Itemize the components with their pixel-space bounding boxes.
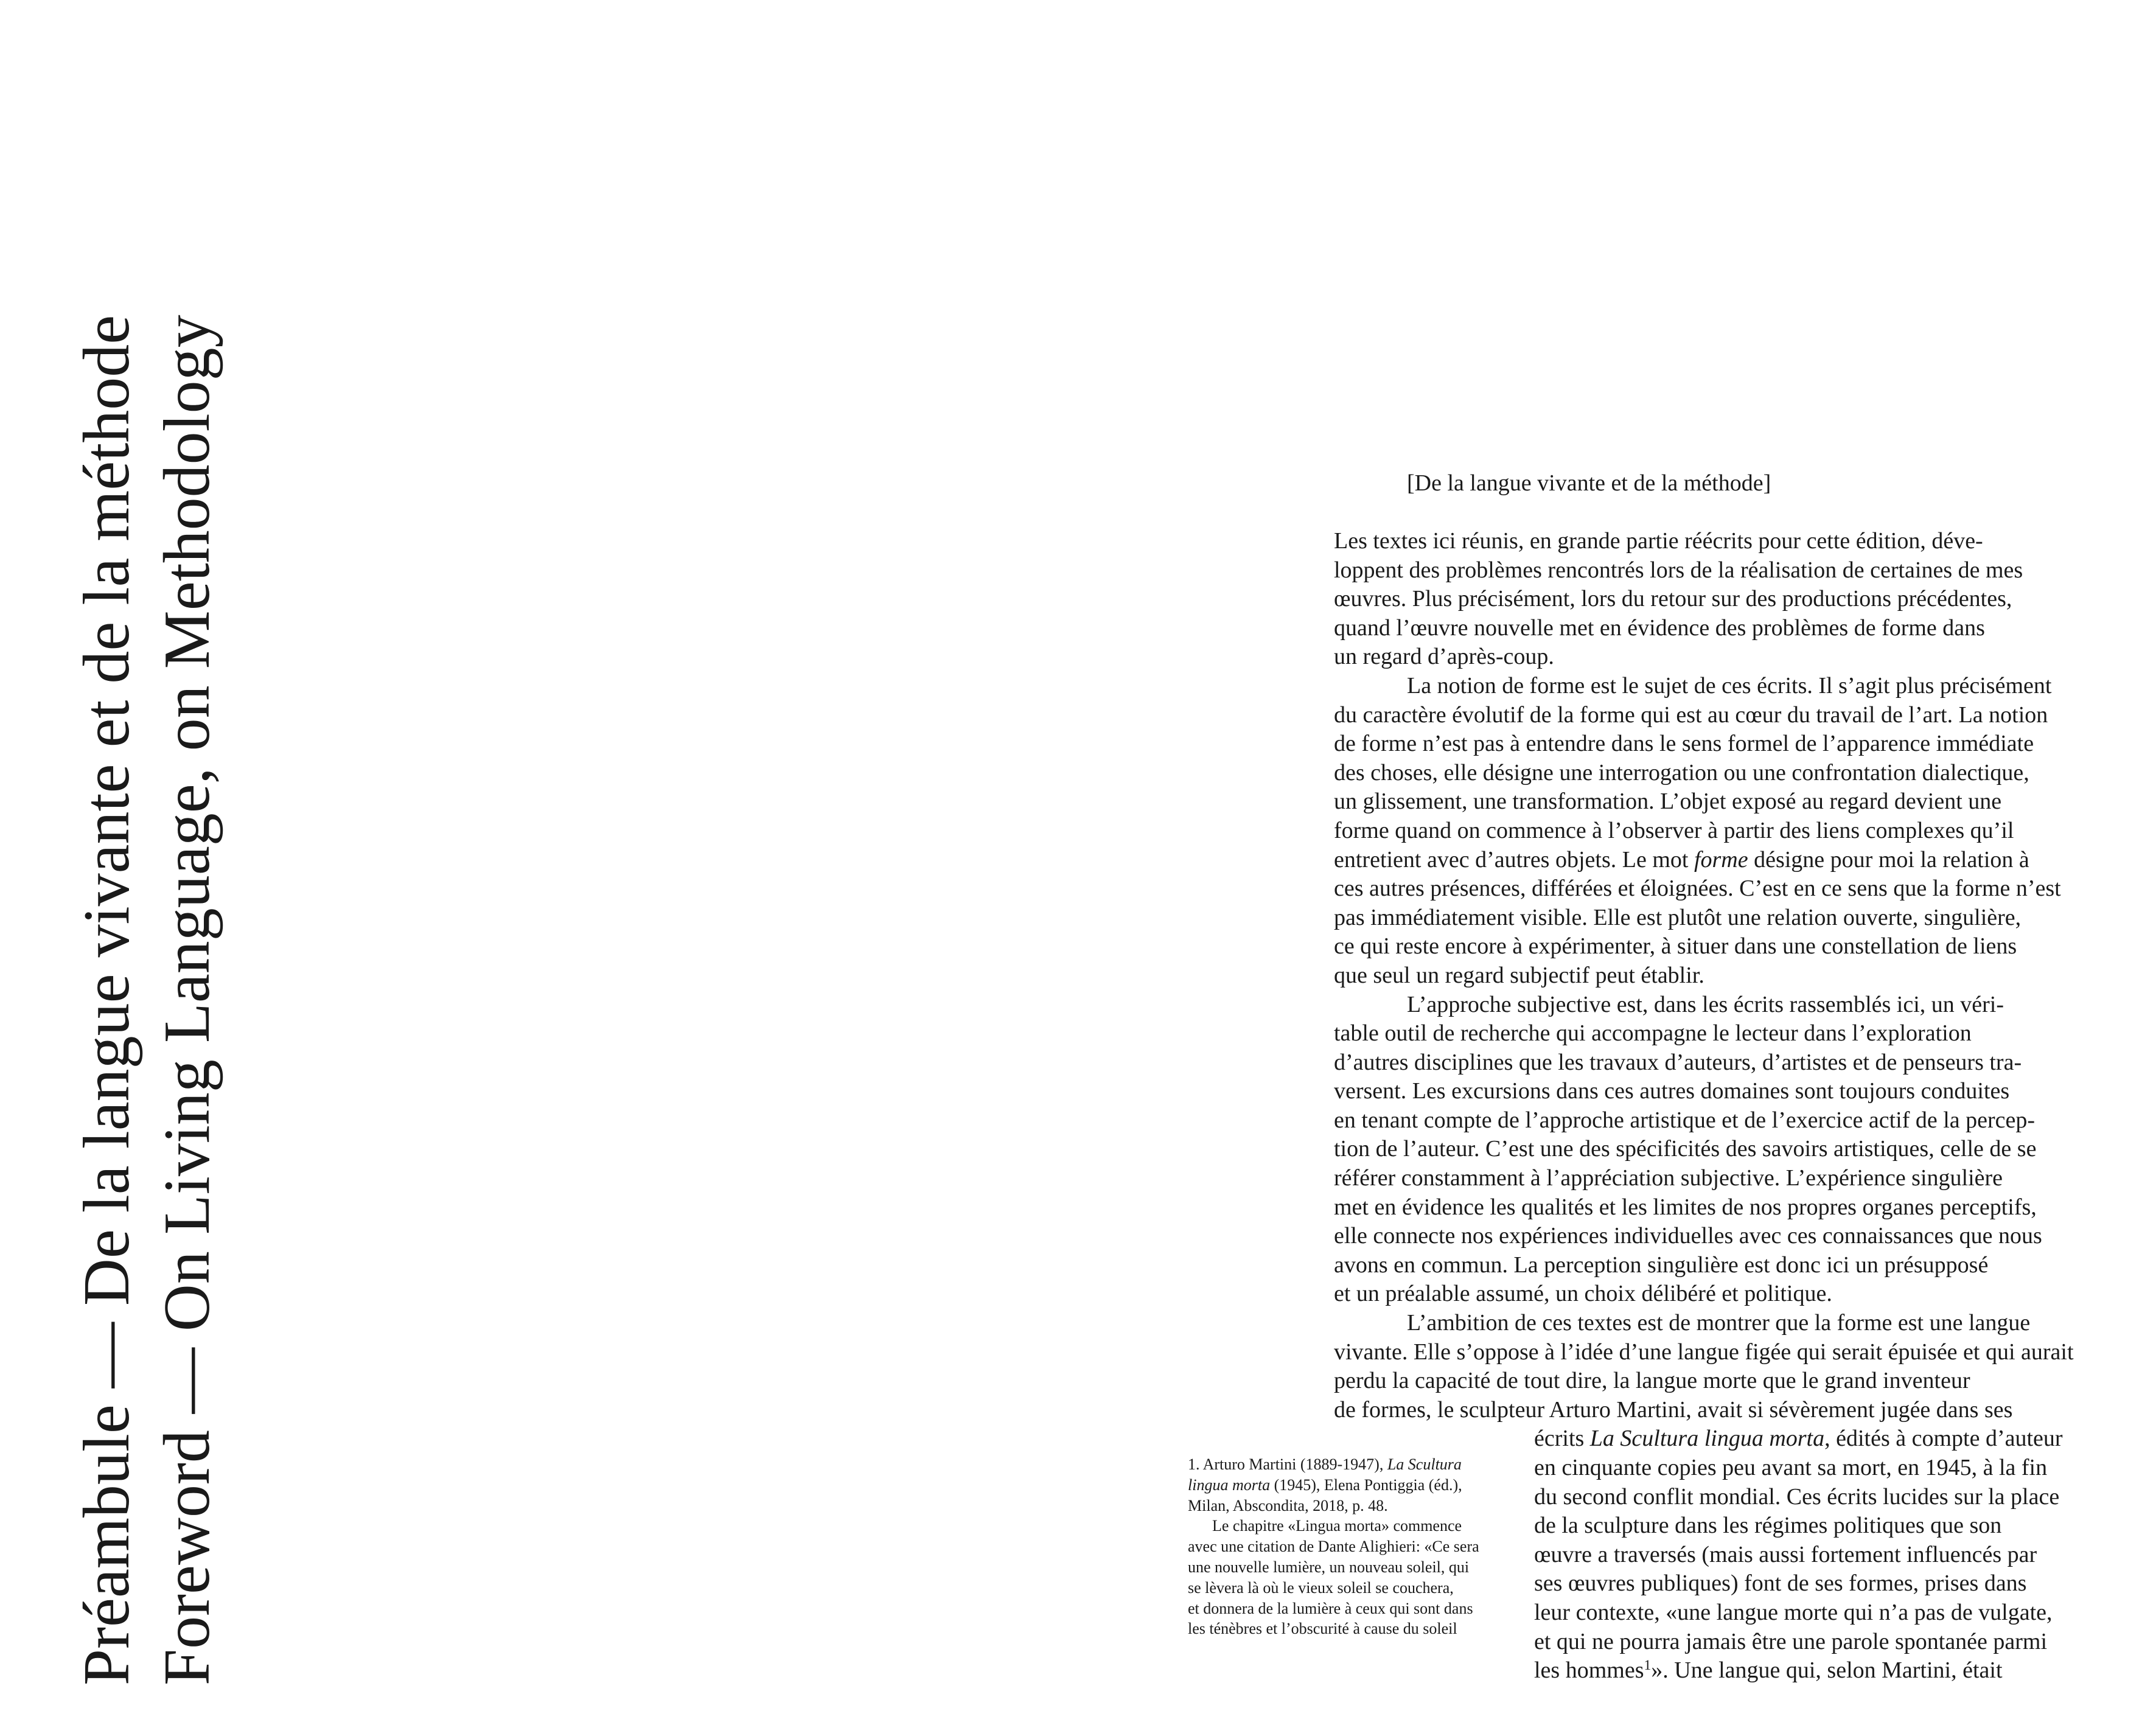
text-line: un regard d’après-coup. bbox=[1334, 644, 1554, 670]
text-line: perdu la capacité de tout dire, la langue morte que le grand inventeur bbox=[1334, 1368, 1970, 1394]
footnote-line bbox=[1188, 1454, 1529, 1475]
text-line: leur contexte, «une langue morte qui n’a pas de vulgate, bbox=[1534, 1599, 2053, 1625]
italic-title: lingua morta bbox=[1188, 1476, 1271, 1494]
text-line: La notion de forme est le sujet de ces écrits. Il s’agit plus précisément bbox=[1407, 672, 2052, 699]
paragraph-2 bbox=[1334, 672, 2143, 991]
text-line: forme quand on commence à l’observer à partir des liens complexes qu’il bbox=[1334, 817, 2014, 843]
text-line: de formes, le sculpteur Arturo Martini, avait si sévèrement jugée dans ses bbox=[1334, 1396, 2013, 1423]
footnote-line bbox=[1188, 1475, 1529, 1496]
italic-term: forme bbox=[1694, 846, 1748, 873]
text-line: quand l’œuvre nouvelle met en évidence des problèmes de forme dans bbox=[1334, 615, 1985, 641]
text-line: que seul un regard subjectif peut établir. bbox=[1334, 962, 1704, 988]
text-line: Les textes ici réunis, en grande partie réécrits pour cette édition, déve- bbox=[1334, 528, 1983, 554]
text-line: versent. Les excursions dans ces autres domaines sont toujours conduites bbox=[1334, 1078, 2010, 1104]
text-line bbox=[1334, 1657, 2003, 1683]
section-heading: [De la langue vivante et de la méthode] bbox=[1407, 470, 1771, 496]
text-segment: (1945), Elena Pontiggia (éd.), bbox=[1270, 1476, 1462, 1494]
text-line: du second conflit mondial. Ces écrits lucides sur la place bbox=[1534, 1483, 2060, 1510]
italic-title: La Scultura bbox=[1387, 1455, 1462, 1473]
text-line: elle connecte nos expériences individuelles avec ces connaissances que nous bbox=[1334, 1223, 2042, 1249]
text-segment: écrits bbox=[1534, 1426, 1590, 1452]
text-segment: entretient avec d’autres objets. Le mot bbox=[1334, 846, 1694, 873]
footnote-line: se lèvera là où le vieux soleil se couchera, bbox=[1188, 1578, 1454, 1597]
paragraph-1 bbox=[1334, 527, 2143, 672]
text-line: vivante. Elle s’oppose à l’idée d’une langue figée qui serait épuisée et qui aurait bbox=[1334, 1339, 2074, 1365]
text-line: pas immédiatement visible. Elle est plutôt une relation ouverte, singulière, bbox=[1334, 904, 2022, 930]
footnote bbox=[1188, 1454, 1529, 1639]
text-line: ce qui reste encore à expérimenter, à situer dans une constellation de liens bbox=[1334, 933, 2017, 960]
text-line bbox=[1334, 1426, 2063, 1451]
text-line: L’ambition de ces textes est de montrer que la forme est une langue bbox=[1407, 1310, 2031, 1336]
text-segment: ». Une langue qui, selon Martini, était bbox=[1651, 1657, 2003, 1684]
footnote-line: une nouvelle lumière, un nouveau soleil, qui bbox=[1188, 1558, 1470, 1576]
text-segment: , édités à compte d’auteur bbox=[1824, 1426, 2063, 1452]
footnote-line: Milan, Abscondita, 2018, p. 48. bbox=[1188, 1496, 1388, 1514]
text-segment: désigne pour moi la relation à bbox=[1748, 846, 2029, 873]
text-line: avons en commun. La perception singulière est donc ici un présupposé bbox=[1334, 1252, 1989, 1278]
footnote-line: Le chapitre «Lingua morta» commence bbox=[1212, 1517, 1462, 1535]
text-segment: les hommes bbox=[1534, 1657, 1644, 1684]
text-line: ces autres présences, différées et éloignées. C’est en ce sens que la forme n’est bbox=[1334, 876, 2061, 902]
footnote-ref[interactable]: 1 bbox=[1644, 1657, 1652, 1674]
text-line: œuvres. Plus précisément, lors du retour sur des productions précédentes, bbox=[1334, 586, 2012, 612]
text-line bbox=[1334, 847, 2029, 873]
paragraph-3 bbox=[1334, 991, 2143, 1309]
page-title bbox=[67, 176, 228, 1685]
text-line: table outil de recherche qui accompagne le lecteur dans l’exploration bbox=[1334, 1020, 1972, 1047]
footnote-line: avec une citation de Dante Alighieri: «Ce sera bbox=[1188, 1538, 1479, 1556]
text-line: tion de l’auteur. C’est une des spécificités des savoirs artistiques, celle de se bbox=[1334, 1136, 2037, 1162]
text-line: œuvre a traversés (mais aussi fortement influencés par bbox=[1534, 1541, 2037, 1567]
text-line: loppent des problèmes rencontrés lors de la réalisation de certaines de mes bbox=[1334, 557, 2023, 583]
text-line: référer constamment à l’appréciation subjective. L’expérience singulière bbox=[1334, 1165, 2003, 1191]
text-line: des choses, elle désigne une interrogation ou une confrontation dialectique, bbox=[1334, 759, 2029, 786]
title-english: Foreword — On Living Language, on Methodology bbox=[151, 315, 223, 1685]
text-line: de forme n’est pas à entendre dans le sens formel de l’apparence immédiate bbox=[1334, 731, 2034, 757]
text-line: d’autres disciplines que les travaux d’auteurs, d’artistes et de penseurs tra- bbox=[1334, 1049, 2022, 1075]
text-line: et un préalable assumé, un choix délibéré et politique. bbox=[1334, 1281, 1832, 1307]
text-line: en tenant compte de l’approche artistique et de l’exercice actif de la percep- bbox=[1334, 1107, 2036, 1133]
footnote-line: les ténèbres et l’obscurité à cause du soleil bbox=[1188, 1620, 1457, 1638]
italic-title: La Scultura lingua morta bbox=[1589, 1426, 1825, 1452]
text-line: du caractère évolutif de la forme qui est au cœur du travail de l’art. La notion bbox=[1334, 702, 2048, 728]
text-line: un glissement, une transformation. L’objet exposé au regard devient une bbox=[1334, 789, 2002, 815]
text-line: et qui ne pourra jamais être une parole spontanée parmi bbox=[1534, 1628, 2048, 1654]
text-line: ses œuvres publiques) font de ses formes, prises dans bbox=[1534, 1570, 2027, 1597]
text-segment: 1. Arturo Martini (1889-1947), bbox=[1188, 1455, 1387, 1473]
title-french: Préambule — De la langue vivante et de la méthode bbox=[71, 315, 143, 1685]
text-line: met en évidence les qualités et les limites de nos propres organes perceptifs, bbox=[1334, 1194, 2037, 1220]
footnote-line: et donnera de la lumière à ceux qui sont dans bbox=[1188, 1599, 1473, 1617]
text-line: L’approche subjective est, dans les écrits rassemblés ici, un véri- bbox=[1407, 991, 2004, 1017]
text-line: en cinquante copies peu avant sa mort, en 1945, à la fin bbox=[1534, 1455, 2048, 1480]
text-line: de la sculpture dans les régimes politiques que son bbox=[1534, 1513, 2002, 1539]
